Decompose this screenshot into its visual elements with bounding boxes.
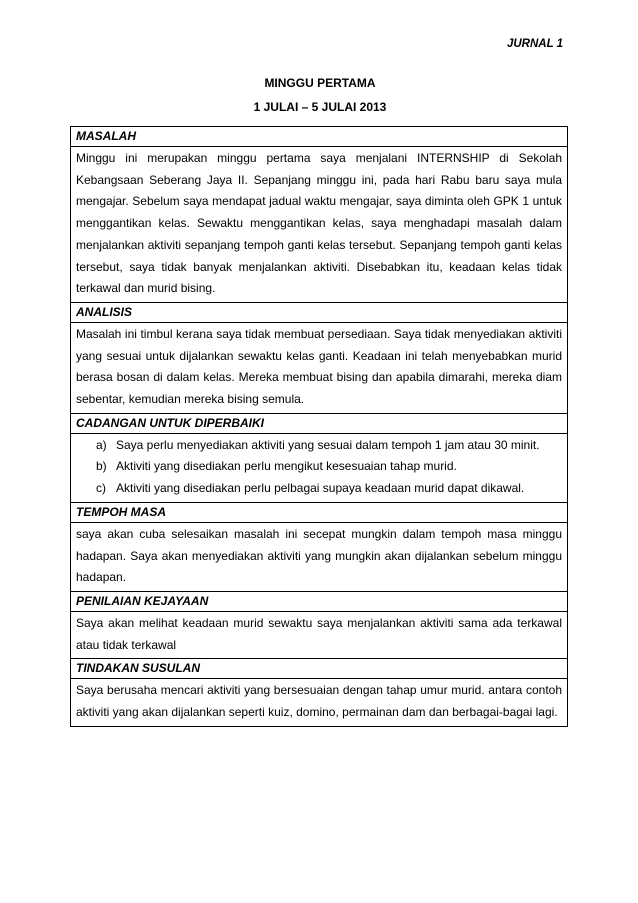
section-body-cadangan xyxy=(71,433,568,502)
section-heading-row xyxy=(71,302,568,322)
section-heading-cadangan: CADANGAN UNTUK DIPERBAIKI xyxy=(71,413,568,433)
list-marker: a) xyxy=(96,437,107,452)
section-body-analisis xyxy=(71,322,568,413)
list-item-text: Aktiviti yang disediakan perlu pelbagai supaya keadaan murid dapat dikawal. xyxy=(116,481,525,496)
section-heading-analisis: ANALISIS xyxy=(71,302,568,322)
list-marker: c) xyxy=(96,481,106,496)
section-body-penilaian xyxy=(71,611,568,658)
title-block xyxy=(0,71,638,119)
list-item xyxy=(96,456,562,478)
section-heading-row xyxy=(71,659,568,679)
section-body-row xyxy=(71,433,568,502)
section-heading-tindakan: TINDAKAN SUSULAN xyxy=(71,659,568,679)
list-item xyxy=(96,435,562,457)
section-body-row xyxy=(71,522,568,591)
section-text: Minggu ini merupakan minggu pertama saya menjalani INTERNSHIP di Sekolah Kebangsaan Seberang Jaya II. Sepanjang minggu ini, pada hari Rabu baru saya mula mengajar. Sebelum saya mendapat jadual waktu mengajar, saya diminta oleh GPK 1 untuk menggantikan kelas. Sewaktu menggantikan kelas, saya menghadapi masalah dalam menjalankan aktiviti sepanjang tempoh ganti kelas tersebut. Sepanjang tempoh ganti kelas tersebut, saya tidak banyak menjalankan aktiviti. Disebabkan itu, keadaan kelas tidak terkawal dan murid bising. xyxy=(76,151,562,296)
journal-table xyxy=(70,126,568,727)
section-body-tempoh-masa xyxy=(71,522,568,591)
list-item-text: Aktiviti yang disediakan perlu mengikut kesesuaian tahap murid. xyxy=(116,459,457,474)
section-heading-masalah: MASALAH xyxy=(71,127,568,147)
journal-label: JURNAL 1 xyxy=(506,38,563,50)
section-heading-row xyxy=(71,502,568,522)
section-body-row xyxy=(71,322,568,413)
section-text: Saya berusaha mencari aktiviti yang bersesuaian dengan tahap umur murid. antara contoh aktiviti yang akan dijalankan seperti kuiz, domino, permainan dam dan berbagai-bagai lagi. xyxy=(76,683,562,720)
section-heading-penilaian: PENILAIAN KEJAYAAN xyxy=(71,591,568,611)
section-text: Saya akan melihat keadaan murid sewaktu saya menjalankan aktiviti sama ada terkawal atau tidak terkawal xyxy=(76,615,562,652)
list-item xyxy=(96,478,562,500)
section-heading-tempoh-masa: TEMPOH MASA xyxy=(71,502,568,522)
section-body-row xyxy=(71,611,568,658)
section-body-row xyxy=(71,147,568,303)
section-body-tindakan xyxy=(71,679,568,726)
section-body-row xyxy=(71,679,568,726)
suggestion-list xyxy=(76,435,562,500)
list-item-text: Saya perlu menyediakan aktiviti yang sesuai dalam tempoh 1 jam atau 30 minit. xyxy=(116,437,540,452)
section-heading-row xyxy=(71,413,568,433)
date-range: 1 JULAI – 5 JULAI 2013 xyxy=(253,100,387,114)
section-heading-row xyxy=(71,591,568,611)
section-text: Masalah ini timbul kerana saya tidak membuat persediaan. Saya tidak menyediakan aktiviti yang sesuai untuk dijalankan sewaktu kelas ganti. Keadaan ini telah menyebabkan murid berasa bosan di dalam kelas. Mereka membuat bising dan apabila dimarahi, mereka diam sebentar, kemudian mereka bising semula. xyxy=(76,326,562,407)
week-title: MINGGU PERTAMA xyxy=(264,76,376,90)
list-marker: b) xyxy=(96,459,107,474)
section-heading-row xyxy=(71,127,568,147)
section-text: saya akan cuba selesaikan masalah ini secepat mungkin dalam tempoh masa minggu hadapan. Saya akan menyediakan aktiviti yang mungkin akan dijalankan sebelum minggu hadapan. xyxy=(76,526,562,585)
section-body-masalah xyxy=(71,147,568,303)
